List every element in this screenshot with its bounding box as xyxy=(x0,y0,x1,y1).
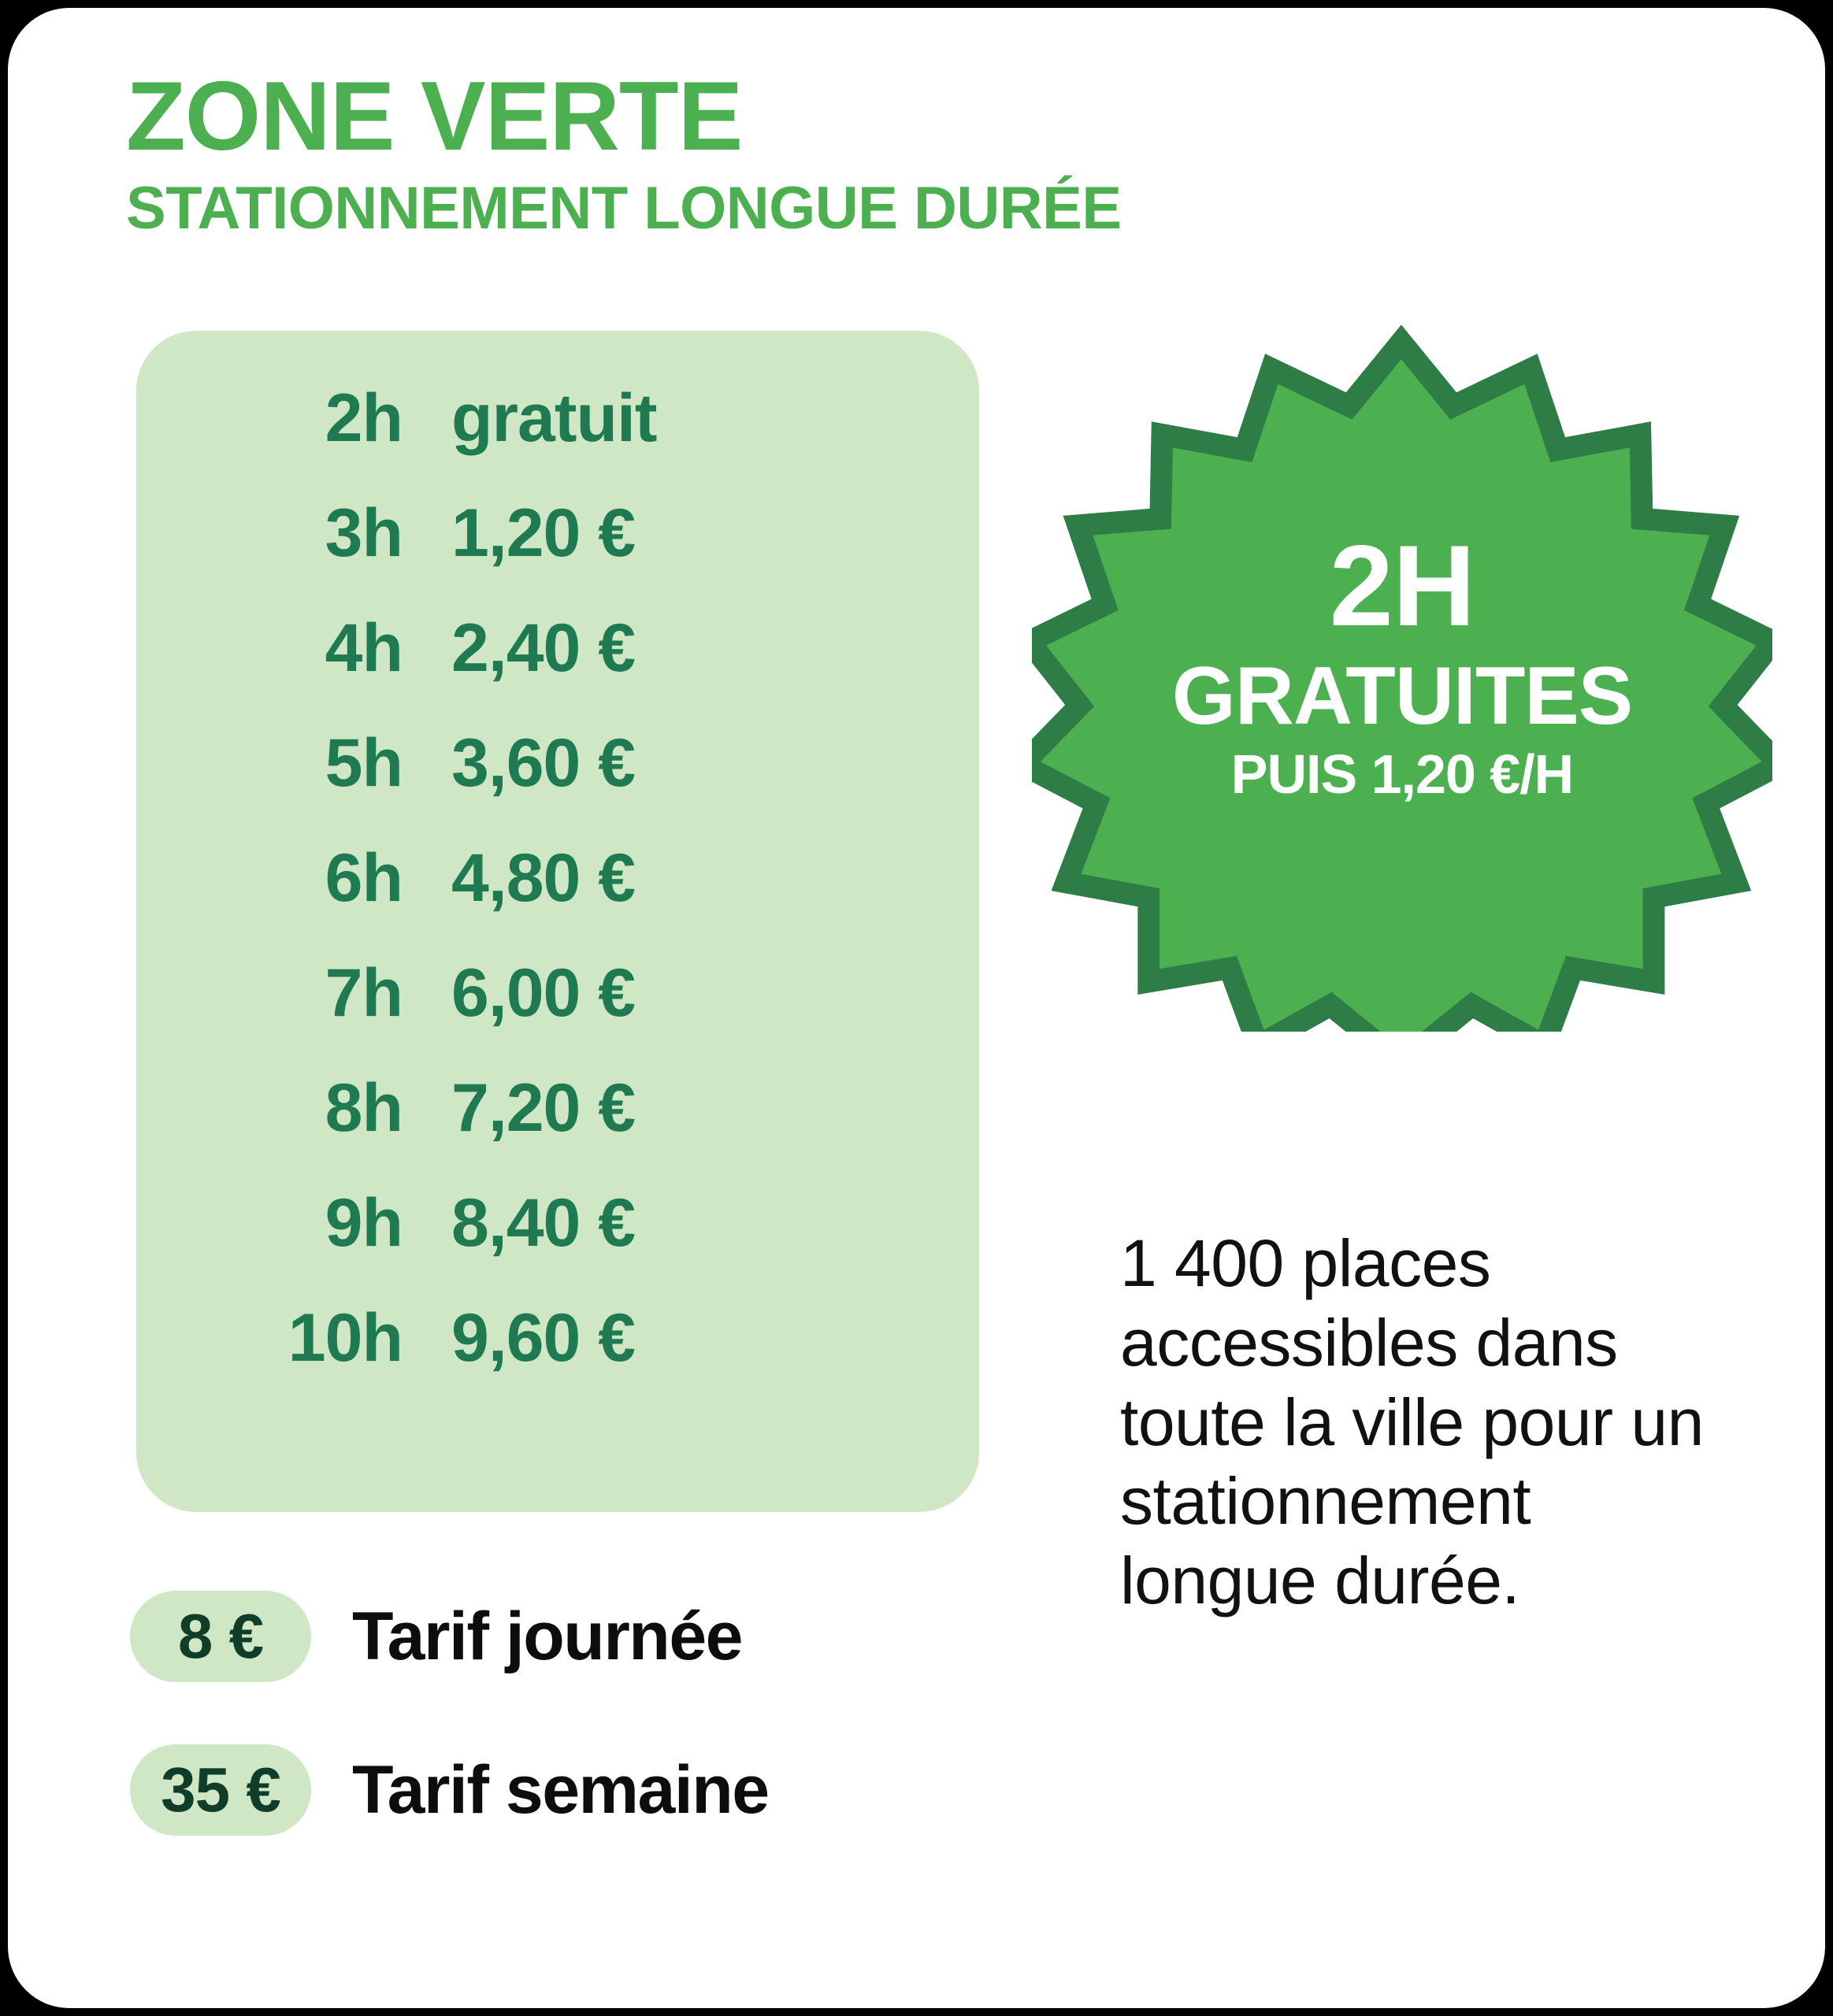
price-amount: 1,20 € xyxy=(451,495,636,571)
price-table xyxy=(136,380,979,1414)
starburst-icon xyxy=(1032,323,1772,1032)
page-subtitle: STATIONNEMENT LONGUE DURÉE xyxy=(126,175,1122,243)
price-duration: 7h xyxy=(325,955,403,1031)
table-row xyxy=(136,1299,979,1414)
table-row xyxy=(136,1184,979,1299)
table-row xyxy=(136,495,979,610)
table-row xyxy=(136,380,979,495)
badge-subline: GRATUITES xyxy=(1171,650,1633,743)
price-amount: 2,40 € xyxy=(451,610,636,686)
price-duration: 4h xyxy=(325,610,403,686)
tariff-day-row xyxy=(130,1591,742,1682)
price-amount: 6,00 € xyxy=(451,955,636,1031)
tariff-week-label: Tarif semaine xyxy=(352,1751,769,1828)
price-amount: 7,20 € xyxy=(451,1070,636,1146)
table-row xyxy=(136,1069,979,1184)
price-table-panel xyxy=(136,331,979,1512)
price-duration: 6h xyxy=(325,840,403,916)
price-duration: 9h xyxy=(325,1185,403,1261)
price-amount: 8,40 € xyxy=(451,1185,636,1261)
tariff-week-row xyxy=(130,1744,769,1836)
tariff-day-label: Tarif journée xyxy=(352,1598,742,1674)
table-row xyxy=(136,954,979,1069)
tariff-day-amount: 8 € xyxy=(130,1591,311,1682)
price-duration: 10h xyxy=(288,1300,403,1376)
info-paragraph: 1 400 places accessibles dans toute la ville pour un stationnement longue durée. xyxy=(1120,1226,1704,1618)
price-amount: 9,60 € xyxy=(451,1300,636,1376)
table-row xyxy=(136,839,979,954)
price-duration: 3h xyxy=(325,495,403,571)
info-card xyxy=(8,8,1825,2008)
price-amount: gratuit xyxy=(451,380,657,456)
free-hours-badge xyxy=(1032,323,1772,1032)
table-row xyxy=(136,610,979,724)
price-amount: 3,60 € xyxy=(451,725,636,801)
price-duration: 5h xyxy=(325,725,403,801)
badge-headline: 2H xyxy=(1329,521,1475,650)
price-duration: 8h xyxy=(325,1070,403,1146)
page-title: ZONE VERTE xyxy=(126,62,743,171)
header xyxy=(126,62,1623,243)
price-duration: 2h xyxy=(325,380,403,456)
tariff-week-amount: 35 € xyxy=(130,1744,311,1836)
badge-detail: PUIS 1,20 €/H xyxy=(1230,743,1574,806)
table-row xyxy=(136,724,979,839)
price-amount: 4,80 € xyxy=(451,840,636,916)
